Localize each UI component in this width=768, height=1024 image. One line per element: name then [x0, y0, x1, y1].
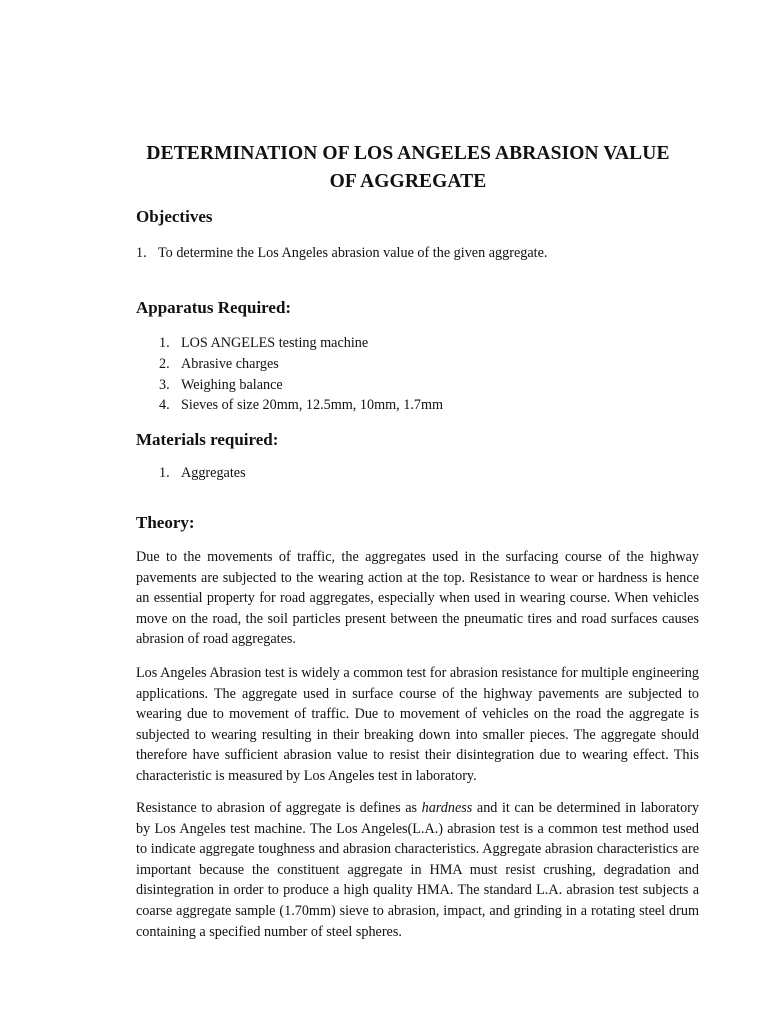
list-text: Weighing balance — [181, 376, 283, 393]
theory-heading: Theory: — [136, 513, 195, 532]
list-text: Sieves of size 20mm, 12.5mm, 10mm, 1.7mm — [181, 397, 444, 414]
list-text: Abrasive charges — [181, 355, 279, 372]
list-text: To determine the Los Angeles abrasion value of the given aggregate. — [158, 245, 548, 261]
objectives-list — [136, 243, 547, 264]
list-text: Aggregates — [181, 465, 246, 481]
hardness-term: hardness — [421, 800, 473, 816]
apparatus-list — [159, 333, 443, 416]
list-number: 2. — [159, 355, 170, 372]
theory-paragraph-3 — [136, 798, 699, 942]
list-number: 1. — [159, 335, 170, 351]
materials-heading: Materials required: — [136, 430, 279, 449]
list-number: 1. — [136, 245, 147, 261]
list-item — [136, 243, 547, 264]
list-number: 1. — [159, 465, 170, 481]
list-item — [159, 463, 246, 484]
list-number: 3. — [159, 376, 170, 393]
theory-paragraph-3-start: Resistance to abrasion of aggregate is defines as — [136, 800, 422, 816]
list-text: LOS ANGELES testing machine — [181, 335, 369, 351]
list-number: 4. — [159, 397, 170, 414]
list-item — [159, 395, 443, 416]
theory-paragraph-2: Los Angeles Abrasion test is widely a common test for abrasion resistance for multiple engineering applications. The aggregate used in surface course of the highway pavements are subjected to wearing due to movement of traffic. Due to movement of vehicles on the road the aggregate is subjected to wearing resulting in their breaking down into smaller pieces. The aggregate should therefore have sufficient abrasion value to resist their disintegration due to wearing effect. This characteristic is measured by Los Angeles test in laboratory. — [136, 665, 699, 784]
title-line-1: DETERMINATION OF LOS ANGELES ABRASION VALUE — [146, 143, 670, 164]
apparatus-heading: Apparatus Required: — [136, 298, 292, 317]
theory-paragraph-3-rest: and it can be determined in laboratory by Los Angeles test machine. The Los Angeles(L.A.) abrasion test is a common test method used to indicate aggregate toughness and abrasion characteristics. Aggregate abrasion characteristics are important because the constituent aggregate in HMA must resist crushing, degradation and disintegration in order to produce a high quality HMA. The standard L.A. abrasion test subjects a coarse aggregate sample (1.70mm) sieve to abrasion, impact, and grinding in a rotating steel drum containing a specified number of steel spheres. — [136, 800, 699, 940]
objectives-heading: Objectives — [136, 207, 213, 226]
list-item — [159, 333, 443, 354]
title-line-2: OF AGGREGATE — [329, 171, 487, 192]
list-item — [159, 375, 443, 396]
theory-paragraph-1: Due to the movements of traffic, the aggregates used in the surfacing course of the highway pavements are subjected to the wearing action at the top. Resistance to wear or hardness is hence an essential property for road aggregates, especially when used in wearing course. When vehicles move on the road, the soil particles present between the pneumatic tires and road surfaces causes abrasion of road aggregates. — [136, 549, 699, 648]
page-title — [120, 140, 696, 196]
list-item — [159, 354, 443, 375]
materials-list — [159, 463, 246, 484]
